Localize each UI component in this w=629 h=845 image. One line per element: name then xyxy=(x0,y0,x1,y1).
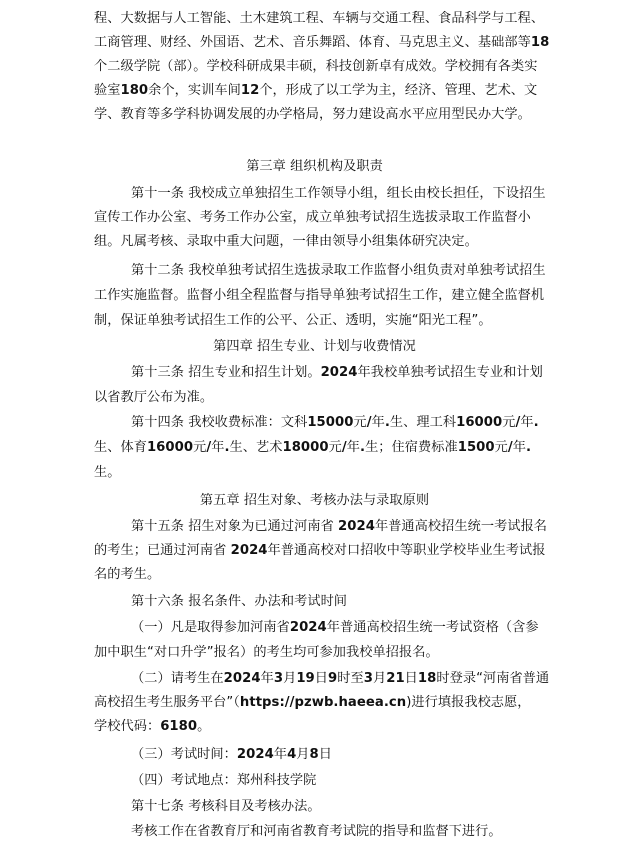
paragraph-line: 第十三条 招生专业和招生计划。2024年我校单独考试招生专业和计划 xyxy=(131,365,543,380)
paragraph-line: 第十七条 考核科目及考核办法。 xyxy=(131,799,321,814)
paragraph-line: 第十一条 我校成立单独招生工作领导小组，组长由校长担任，下设招生 xyxy=(131,186,546,201)
paragraph-line: 第十六条 报名条件、办法和考试时间 xyxy=(131,594,348,609)
paragraph-line: 第十二条 我校单独考试招生选拔录取工作监督小组负责对单独考试招生 xyxy=(131,263,546,278)
paragraph-line: 考核工作在省教育厅和河南省教育考试院的指导和监督下进行。 xyxy=(131,824,502,839)
paragraph-line: 个二级学院（部）。学校科研成果丰硕，科技创新卓有成效。学校拥有各类实 xyxy=(94,59,538,74)
paragraph-line: 生、体育16000元/年.生、艺术18000元/年.生；住宿费标准1500元/年. xyxy=(94,440,532,455)
chapter-heading: 第三章 组织机构及职责 xyxy=(246,159,383,174)
paragraph-line: 制，保证单独考试招生工作的公平、公正、透明，实施“阳光工程”。 xyxy=(94,313,492,328)
paragraph-line: 组。凡属考核、录取中重大问题，一律由领导小组集体研究决定。 xyxy=(94,234,478,249)
paragraph-line: 工商管理、财经、外国语、艺术、音乐舞蹈、体育、马克思主义、基础部等18 xyxy=(94,35,550,50)
paragraph-line: 程、大数据与人工智能、土木建筑工程、车辆与交通工程、食品科学与工程、 xyxy=(94,11,545,26)
paragraph-line: 学、教育等多学科协调发展的办学格局，努力建设高水平应用型民办大学。 xyxy=(94,107,531,122)
paragraph-line: 以省教厅公布为准。 xyxy=(94,390,214,405)
paragraph-line: 第十五条 招生对象为已通过河南省 2024年普通高校招生统一考试报名 xyxy=(131,519,548,534)
paragraph-line: 宣传工作办公室、考务工作办公室，成立单独考试招生选拔录取工作监督小 xyxy=(94,210,531,225)
paragraph-line: 高校招生考生服务平台”（https://pzwb.haeea.cn)进行填报我校志愿， xyxy=(94,695,531,710)
paragraph-line: 工作实施监督。监督小组全程监督与指导单独考试招生工作，建立健全监督机 xyxy=(94,288,545,303)
paragraph-line: 验室180余个，实训车间12个，形成了以工学为主，经济、管理、艺术、文 xyxy=(94,83,538,98)
paragraph-line: 名的考生。 xyxy=(94,567,161,582)
chapter-heading: 第五章 招生对象、考核办法与录取原则 xyxy=(199,493,430,508)
paragraph-line: 第十四条 我校收费标准：文科15000元/年.生、理工科16000元/年. xyxy=(131,415,539,430)
chapter-heading: 第四章 招生专业、计划与收费情况 xyxy=(213,339,416,354)
paragraph-line: 学校代码：6180。 xyxy=(94,719,211,734)
paragraph-line: 的考生；已通过河南省 2024年普通高校对口招收中等职业学校毕业生考试报 xyxy=(94,543,546,558)
paragraph-line: （三）考试时间：2024年4月8日 xyxy=(131,747,333,762)
paragraph-line: （四）考试地点：郑州科技学院 xyxy=(131,773,317,788)
paragraph-line: （一）凡是取得参加河南省2024年普通高校招生统一考试资格（含参 xyxy=(131,620,539,635)
paragraph-line: 加中职生“对口升学”报名）的考生均可参加我校单招报名。 xyxy=(94,645,439,660)
paragraph-line: 生。 xyxy=(94,465,121,480)
paragraph-line: （二）请考生在2024年3月19日9时至3月21日18时登录“河南省普通 xyxy=(131,671,550,686)
